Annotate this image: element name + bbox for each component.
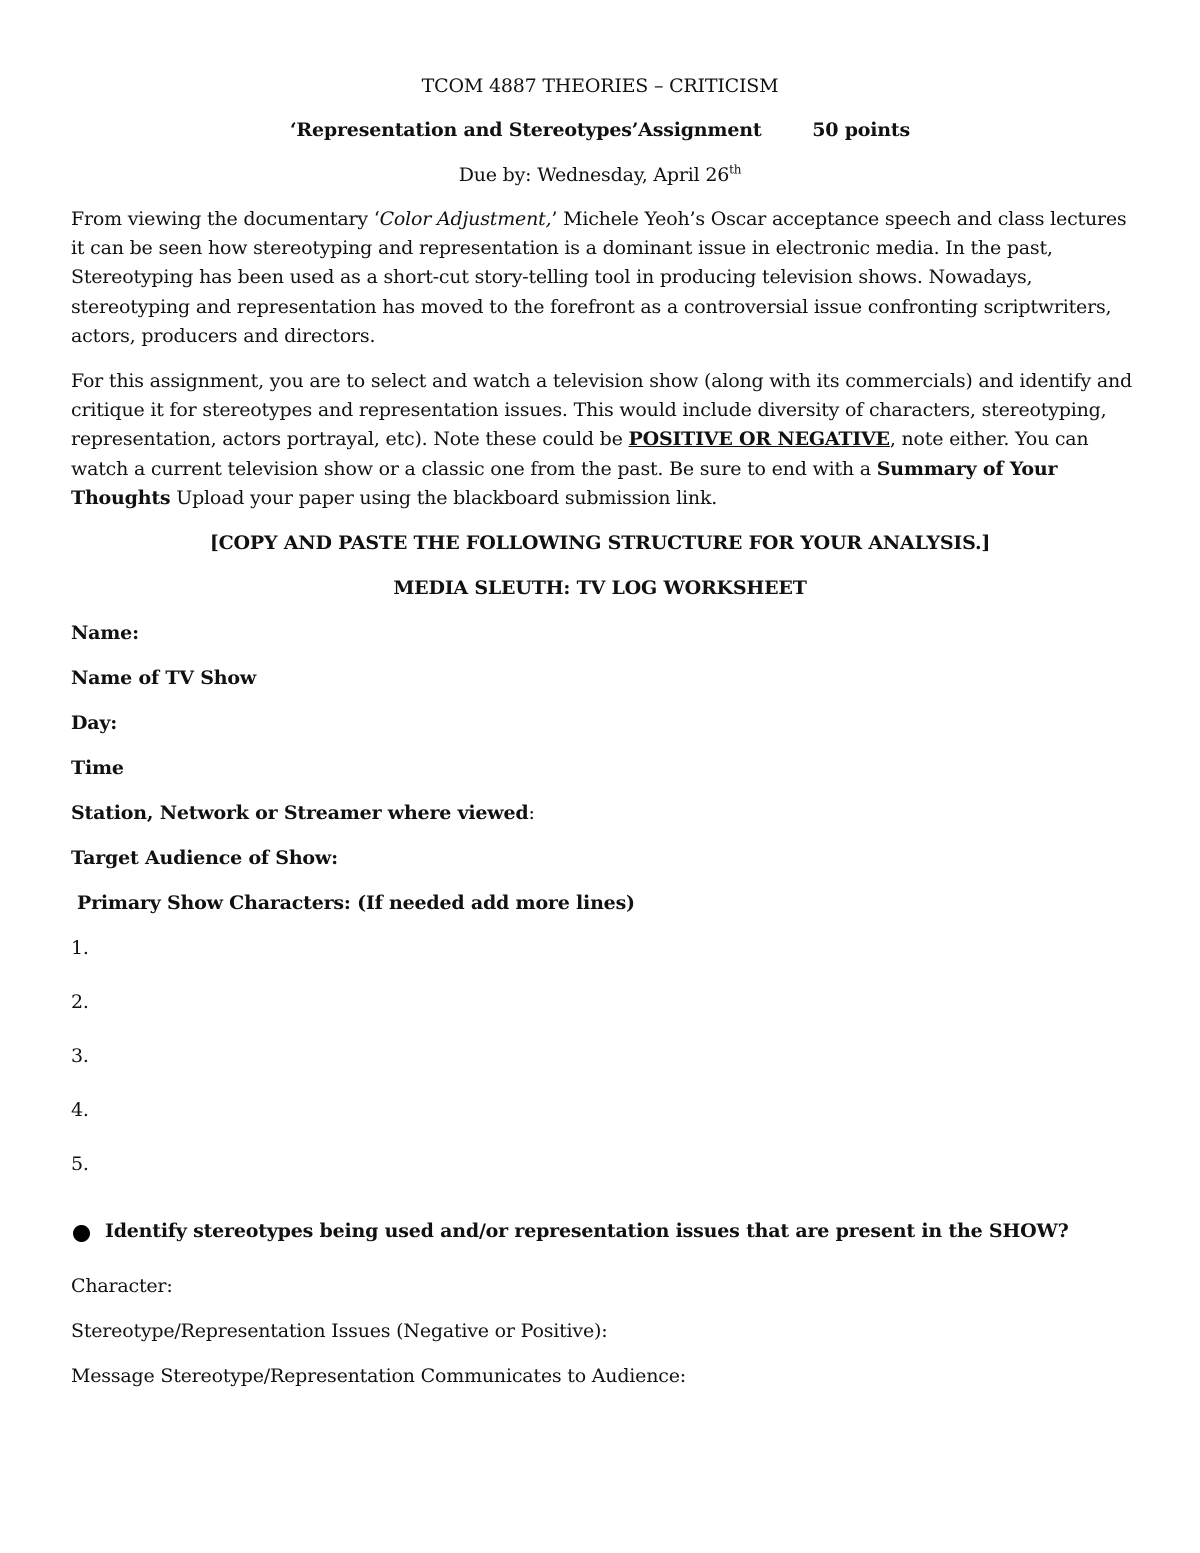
character-line-3: 3. xyxy=(71,1045,89,1067)
summary-emphasis: Summary of Your xyxy=(876,457,1058,480)
instructions-line-1: For this assignment, you are to select and watch a television show (along with its commercials) and identify and xyxy=(71,370,1132,392)
field-station-label: Station, Network or Streamer where viewed xyxy=(71,802,529,824)
field-primary-characters: Primary Show Characters: (If needed add more lines) xyxy=(77,892,635,914)
intro-line-1a: From viewing the documentary ‘ xyxy=(71,208,380,230)
structure-note: [COPY AND PASTE THE FOLLOWING STRUCTURE FOR YOUR ANALYSIS.] xyxy=(209,532,991,554)
instructions-line-5 xyxy=(71,484,1131,513)
intro-line-3: Stereotyping has been used as a short-cut story-telling tool in producing television shows. Nowadays, xyxy=(71,266,1033,289)
due-date-ordinal: th xyxy=(729,162,742,177)
character-line-2: 2. xyxy=(71,991,89,1013)
due-date xyxy=(0,163,1200,187)
intro-line-1c: ’ Michele Yeoh’s Oscar acceptance speech and class lectures xyxy=(551,208,1127,230)
response-message: Message Stereotype/Representation Communicates to Audience: xyxy=(71,1365,686,1387)
field-station-colon: : xyxy=(528,802,535,824)
question-identify-stereotypes: Identify stereotypes being used and/or representation issues that are present in the SHOW? xyxy=(105,1220,1069,1242)
field-station xyxy=(71,801,535,825)
field-tv-show: Name of TV Show xyxy=(71,667,257,689)
field-time: Time xyxy=(71,757,124,779)
instructions-line-4 xyxy=(71,455,1131,484)
instructions-line-3 xyxy=(71,425,1131,454)
instructions-line-3a: representation, actors portrayal, etc). Note these could be xyxy=(71,428,629,451)
assignment-title xyxy=(0,118,1200,142)
field-target-audience: Target Audience of Show: xyxy=(71,847,338,869)
instructions-line-2: critique it for stereotypes and representation issues. This would include diversity of characters, stereotyping, xyxy=(71,399,1107,422)
response-issues: Stereotype/Representation Issues (Negative or Positive): xyxy=(71,1320,608,1342)
character-line-5: 5. xyxy=(71,1153,89,1175)
assignment-name: ‘Representation and Stereotypes’Assignment xyxy=(290,119,762,141)
assignment-points: 50 points xyxy=(812,119,910,141)
character-line-4: 4. xyxy=(71,1099,89,1121)
instructions-line-5b: Upload your paper using the blackboard submission link. xyxy=(170,486,718,509)
intro-line-4: stereotyping and representation has moved to the forefront as a controversial issue confronting scriptwriters, xyxy=(71,295,1112,318)
instructions-line-3c: , note either. You can xyxy=(889,428,1089,451)
course-heading: TCOM 4887 THEORIES – CRITICISM xyxy=(421,75,779,97)
thoughts-emphasis: Thoughts xyxy=(71,486,171,509)
field-day: Day: xyxy=(71,712,118,734)
intro-line-5: actors, producers and directors. xyxy=(71,324,376,347)
positive-negative-emphasis: POSITIVE OR NEGATIVE xyxy=(628,428,890,451)
intro-line-1 xyxy=(71,205,1131,234)
worksheet-title: MEDIA SLEUTH: TV LOG WORKSHEET xyxy=(393,577,807,599)
instructions-line-4a: watch a current television show or a classic one from the past. Be sure to end with a xyxy=(71,457,877,480)
intro-paragraph xyxy=(71,205,1131,351)
documentary-title: Color Adjustment, xyxy=(379,208,552,230)
response-character: Character: xyxy=(71,1275,173,1297)
field-name: Name: xyxy=(71,622,139,644)
due-date-text: Due by: Wednesday, April 26 xyxy=(458,164,730,186)
bullet-icon xyxy=(73,1225,90,1242)
intro-line-2: it can be seen how stereotyping and representation is a dominant issue in electronic media. In the past, xyxy=(71,237,1053,260)
instructions-paragraph xyxy=(71,367,1131,513)
character-line-1: 1. xyxy=(71,937,89,959)
